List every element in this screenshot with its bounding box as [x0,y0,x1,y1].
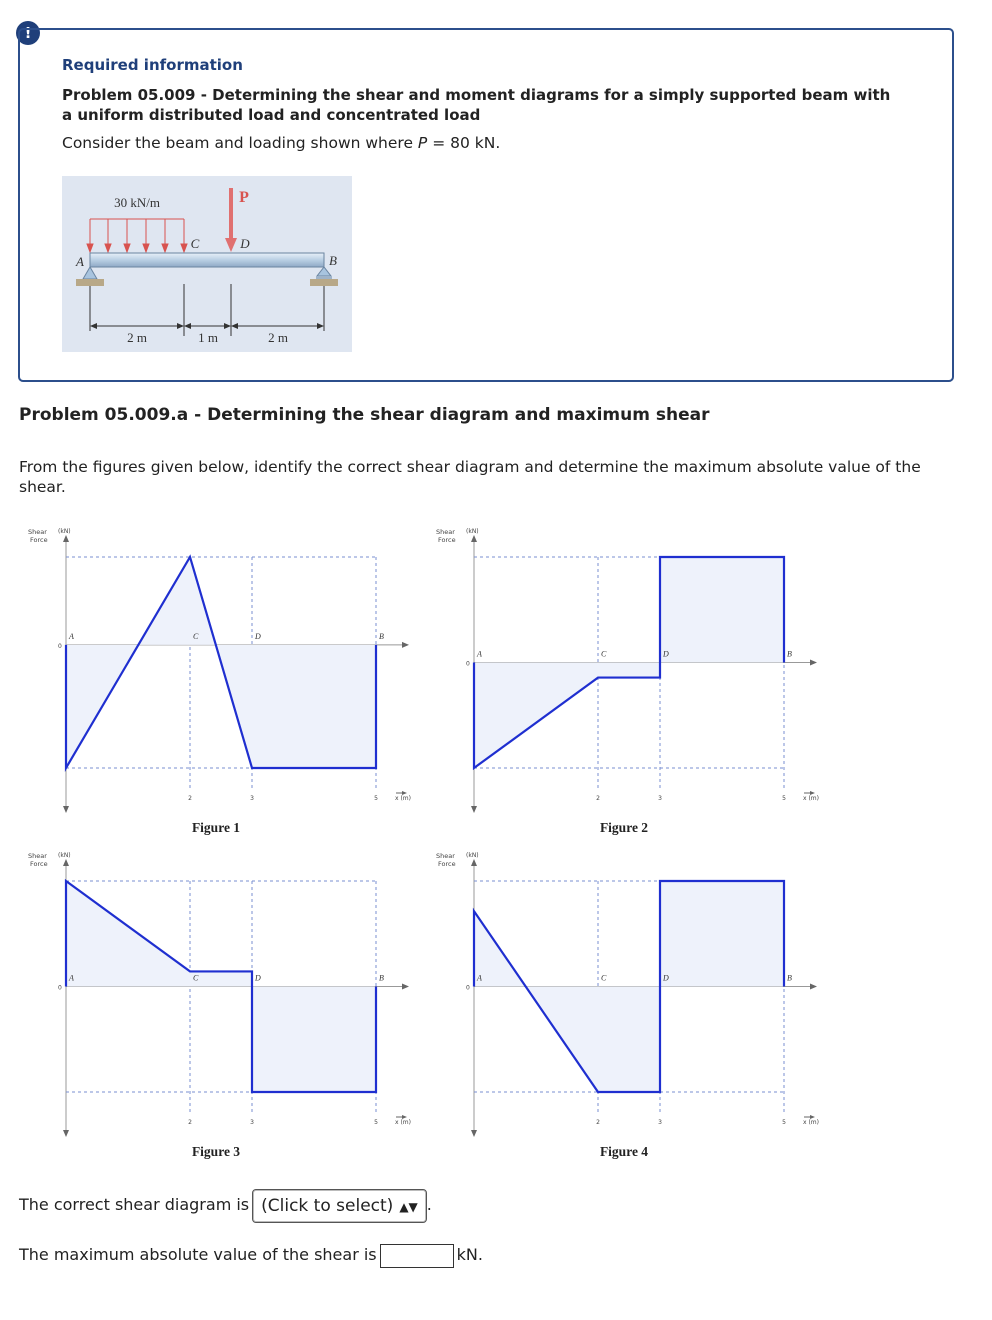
point-label: D [663,973,669,983]
x-axis-arrow [402,984,409,990]
point-label: D [663,649,669,659]
point-label: A [477,973,482,983]
x-tick-label: 3 [658,1119,662,1126]
shear-diagram-figure-1[interactable] [26,522,426,842]
diagram-select[interactable] [252,1189,427,1223]
ylabel-line1: Shear [436,852,455,860]
y-axis-arrow-down [471,1130,477,1137]
x-axis-arrow [810,660,817,666]
point-label: B [379,973,384,983]
x-axis-label: x (m) [395,795,411,802]
x-tick-label: 5 [782,795,786,802]
point-d-label: D [240,236,250,251]
point-label: A [69,973,74,983]
point-label: C [193,973,199,983]
point-c-label: C [190,236,200,251]
support-b-ground [310,279,338,286]
yunit-label: (kN) [466,852,479,859]
q1-prefix: The correct shear diagram is [19,1195,250,1214]
consider-var: P [417,134,428,152]
dim-label-cd: 1 m [198,330,218,345]
y-axis-arrow-up [471,535,477,542]
y-axis-arrow-up [63,859,69,866]
beam [90,253,324,267]
x-tick-label: 5 [374,1119,378,1126]
y-axis-arrow-down [471,806,477,813]
ylabel-line2: Force [438,860,456,868]
zero-label: 0 [466,984,470,992]
point-label: B [379,631,384,641]
ylabel-line1: Shear [28,852,47,860]
dim-label-ac: 2 m [127,330,147,345]
shear-area [66,881,376,1092]
x-axis-arrow [402,642,409,648]
zero-label: 0 [466,660,470,668]
figure-title: Figure 3 [191,1144,241,1159]
x-tick-label: 5 [374,795,378,802]
shear-diagram-figure-3[interactable] [26,846,426,1166]
x-axis-label: x (m) [395,1119,411,1126]
support-a-ground [76,279,104,286]
point-a-label: A [76,254,84,269]
point-label: A [477,649,482,659]
x-tick-label: 2 [188,795,192,802]
point-label: C [193,631,199,641]
shear-area [474,557,784,768]
yunit-label: (kN) [58,852,71,859]
q1-suffix: . [426,1195,432,1214]
subproblem-instruction: From the figures given below, identify the correct shear diagram and determine the maximum absolute value of the shear. [19,458,921,496]
zero-label: 0 [58,984,62,992]
q2-prefix: The maximum absolute value of the shear is [19,1245,377,1264]
question-max-shear [19,1243,483,1267]
dim-label-db: 2 m [268,330,288,345]
support-b-roller [316,276,332,279]
point-label: C [601,973,607,983]
point-b-label: B [329,253,337,268]
yunit-label: (kN) [58,528,71,535]
alert-icon: ! [16,21,40,45]
x-tick-label: 2 [188,1119,192,1126]
y-axis-arrow-down [63,806,69,813]
shear-area [474,881,784,1092]
ylabel-line2: Force [30,860,48,868]
ylabel-line2: Force [438,536,456,544]
question-diagram [19,1188,432,1222]
load-label: 30 kN/m [114,195,160,210]
problem-statement [62,134,500,152]
ylabel-line2: Force [30,536,48,544]
yunit-label: (kN) [466,528,479,535]
problem-title: Problem 05.009 - Determining the shear and moment diagrams for a simply supported beam with a uniform distributed load and concentrated load [62,86,891,124]
point-label: C [601,649,607,659]
subproblem-title: Problem 05.009.a - Determining the shear diagram and maximum shear [19,405,710,425]
point-label: B [787,973,792,983]
x-tick-label: 2 [596,795,600,802]
x-axis-arrow [810,984,817,990]
x-tick-label: 5 [782,1119,786,1126]
max-shear-input[interactable] [380,1244,454,1268]
y-axis-arrow-up [471,859,477,866]
consider-prefix: Consider the beam and loading shown where [62,134,418,152]
consider-suffix: = 80 kN. [427,134,501,152]
x-tick-label: 3 [658,795,662,802]
x-axis-label: x (m) [803,1119,819,1126]
ylabel-line1: Shear [436,528,455,536]
select-arrows-icon: ▲▼ [399,1199,418,1214]
point-label: B [787,649,792,659]
x-tick-label: 3 [250,1119,254,1126]
diagram-select-value: (Click to select) [261,1195,394,1216]
zero-label: 0 [58,642,62,650]
q2-suffix: kN. [456,1245,483,1264]
shear-diagram-figure-2[interactable] [434,522,834,842]
x-tick-label: 3 [250,795,254,802]
point-label: A [69,631,74,641]
figure-title: Figure 2 [599,820,649,835]
beam-figure [62,176,352,352]
ylabel-line1: Shear [28,528,47,536]
x-tick-label: 2 [596,1119,600,1126]
figure-title: Figure 1 [191,820,241,835]
point-label: D [255,631,261,641]
shear-diagram-figure-4[interactable] [434,846,834,1166]
required-info-label: Required information [62,56,243,74]
point-label: D [255,973,261,983]
x-axis-label: x (m) [803,795,819,802]
force-p-label: P [239,189,249,206]
y-axis-arrow-down [63,1130,69,1137]
y-axis-arrow-up [63,535,69,542]
figure-title: Figure 4 [599,1144,649,1159]
